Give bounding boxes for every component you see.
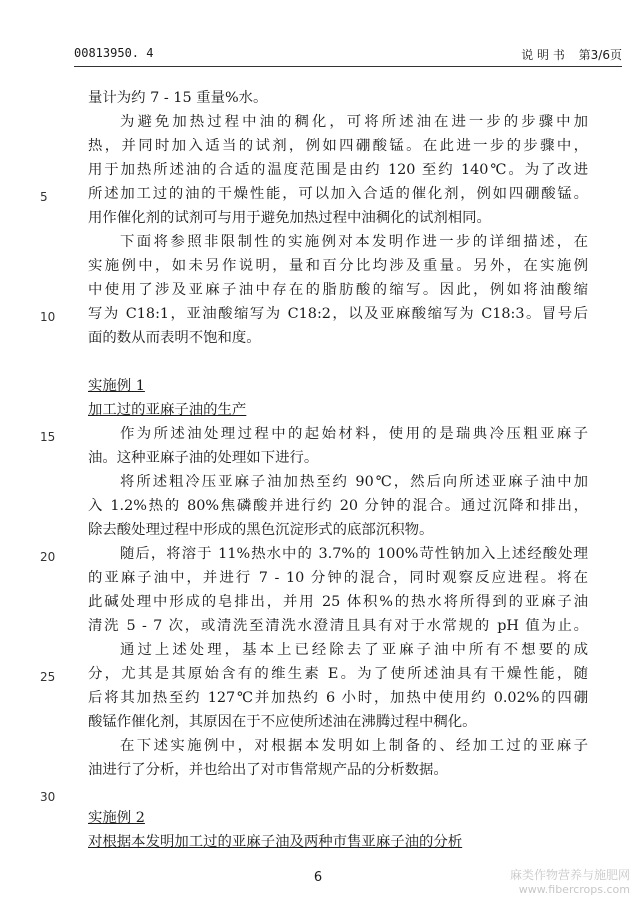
text-line: 中使用了涉及亚麻子油中存在的脂肪酸的缩写。因此，例如将油酸缩 bbox=[88, 282, 588, 298]
text-line: 后将其加热至约 127℃并加热约 6 小时，加热中使用约 0.02%的四硼 bbox=[88, 690, 588, 706]
text-line: 下面将参照非限制性的实施例对本发明作进一步的详细描述，在 bbox=[120, 234, 588, 250]
text-line: 油进行了分析，并也给出了对市售常规产品的分析数据。 bbox=[88, 762, 448, 778]
text-line: 分，尤其是其原始含有的维生素 E。为了使所述油具有干燥性能，随 bbox=[88, 666, 588, 682]
watermark-title: 麻类作物营养与施肥网 bbox=[509, 868, 630, 882]
example-2-heading: 实施例 2 bbox=[88, 810, 145, 826]
text-line: 面的数从而表明不饱和度。 bbox=[88, 330, 261, 346]
text-line: 热，并同时加入适当的试剂，例如四硼酸锰。在此进一步的步骤中， bbox=[88, 138, 588, 154]
example-2-subtitle: 对根据本发明加工过的亚麻子油及两种市售亚麻子油的分析 bbox=[88, 834, 463, 850]
text-line: 通过上述处理，基本上已经除去了亚麻子油中所有不想要的成 bbox=[120, 642, 588, 658]
example-1-subtitle: 加工过的亚麻子油的生产 bbox=[88, 402, 247, 418]
text-line: 酸锰作催化剂，其原因在于不应使所述油在沸腾过程中稠化。 bbox=[88, 714, 477, 730]
text-line: 的亚麻子油中，并进行 7 - 10 分钟的混合，同时观察反应进程。将在 bbox=[88, 570, 588, 586]
text-line: 量计为约 7 - 15 重量%水。 bbox=[88, 90, 268, 106]
line-number-20: 20 bbox=[40, 550, 56, 564]
line-number-25: 25 bbox=[40, 670, 56, 684]
document-type: 说 明 书 bbox=[521, 48, 565, 62]
line-number-10: 10 bbox=[40, 310, 56, 324]
text-line: 用作催化剂的试剂可与用于避免加热过程中油稠化的试剂相同。 bbox=[88, 210, 491, 226]
page-number: 6 bbox=[313, 870, 323, 885]
watermark bbox=[510, 868, 630, 897]
text-line: 实施例中，如未另作说明，量和百分比均涉及重量。另外，在实施例 bbox=[88, 258, 588, 274]
text-line: 除去酸处理过程中形成的黑色沉淀形式的底部沉积物。 bbox=[88, 522, 434, 538]
text-line: 油。这种亚麻子油的处理如下进行。 bbox=[88, 450, 319, 466]
text-line: 用于加热所述油的合适的温度范围是由约 120 至约 140℃。为了改进 bbox=[88, 162, 588, 178]
text-line: 此碱处理中形成的皂排出，并用 25 体积%的热水将所得到的亚麻子油 bbox=[88, 594, 588, 610]
document-number: 00813950. 4 bbox=[74, 46, 154, 60]
text-line: 清洗 5 - 7 次，或清洗至清洗水澄清且具有对于水常规的 pH 值为止。 bbox=[88, 618, 588, 634]
line-number-30: 30 bbox=[40, 790, 56, 804]
line-number-15: 15 bbox=[40, 430, 56, 444]
text-line: 写为 C18:1，亚油酸缩写为 C18:2，以及亚麻酸缩写为 C18:3。冒号后 bbox=[88, 306, 588, 322]
text-line: 作为所述油处理过程中的起始材料，使用的是瑞典冷压粗亚麻子 bbox=[120, 426, 588, 442]
text-line: 在下述实施例中，对根据本发明如上制备的、经加工过的亚麻子 bbox=[120, 738, 588, 754]
page-header bbox=[74, 42, 622, 64]
text-line: 所述加工过的油的干燥性能，可以加入合适的催化剂，例如四硼酸锰。 bbox=[88, 186, 588, 202]
text-line: 随后，将溶于 11%热水中的 3.7%的 100%苛性钠加入上述经酸处理 bbox=[120, 546, 588, 562]
header-right bbox=[511, 46, 622, 63]
header-rule bbox=[74, 66, 622, 67]
line-number-5: 5 bbox=[40, 190, 48, 204]
page-info: 第3/6页 bbox=[578, 48, 622, 62]
text-line: 入 1.2%热的 80%焦磷酸并进行约 20 分钟的混合。通过沉降和排出， bbox=[88, 498, 588, 514]
text-line: 将所述粗冷压亚麻子油加热至约 90℃，然后向所述亚麻子油中加 bbox=[120, 474, 588, 490]
watermark-url: www.fibercrops.com bbox=[518, 883, 630, 896]
text-line: 为避免加热过程中油的稠化，可将所述油在进一步的步骤中加 bbox=[120, 114, 588, 130]
example-1-heading: 实施例 1 bbox=[88, 378, 145, 394]
